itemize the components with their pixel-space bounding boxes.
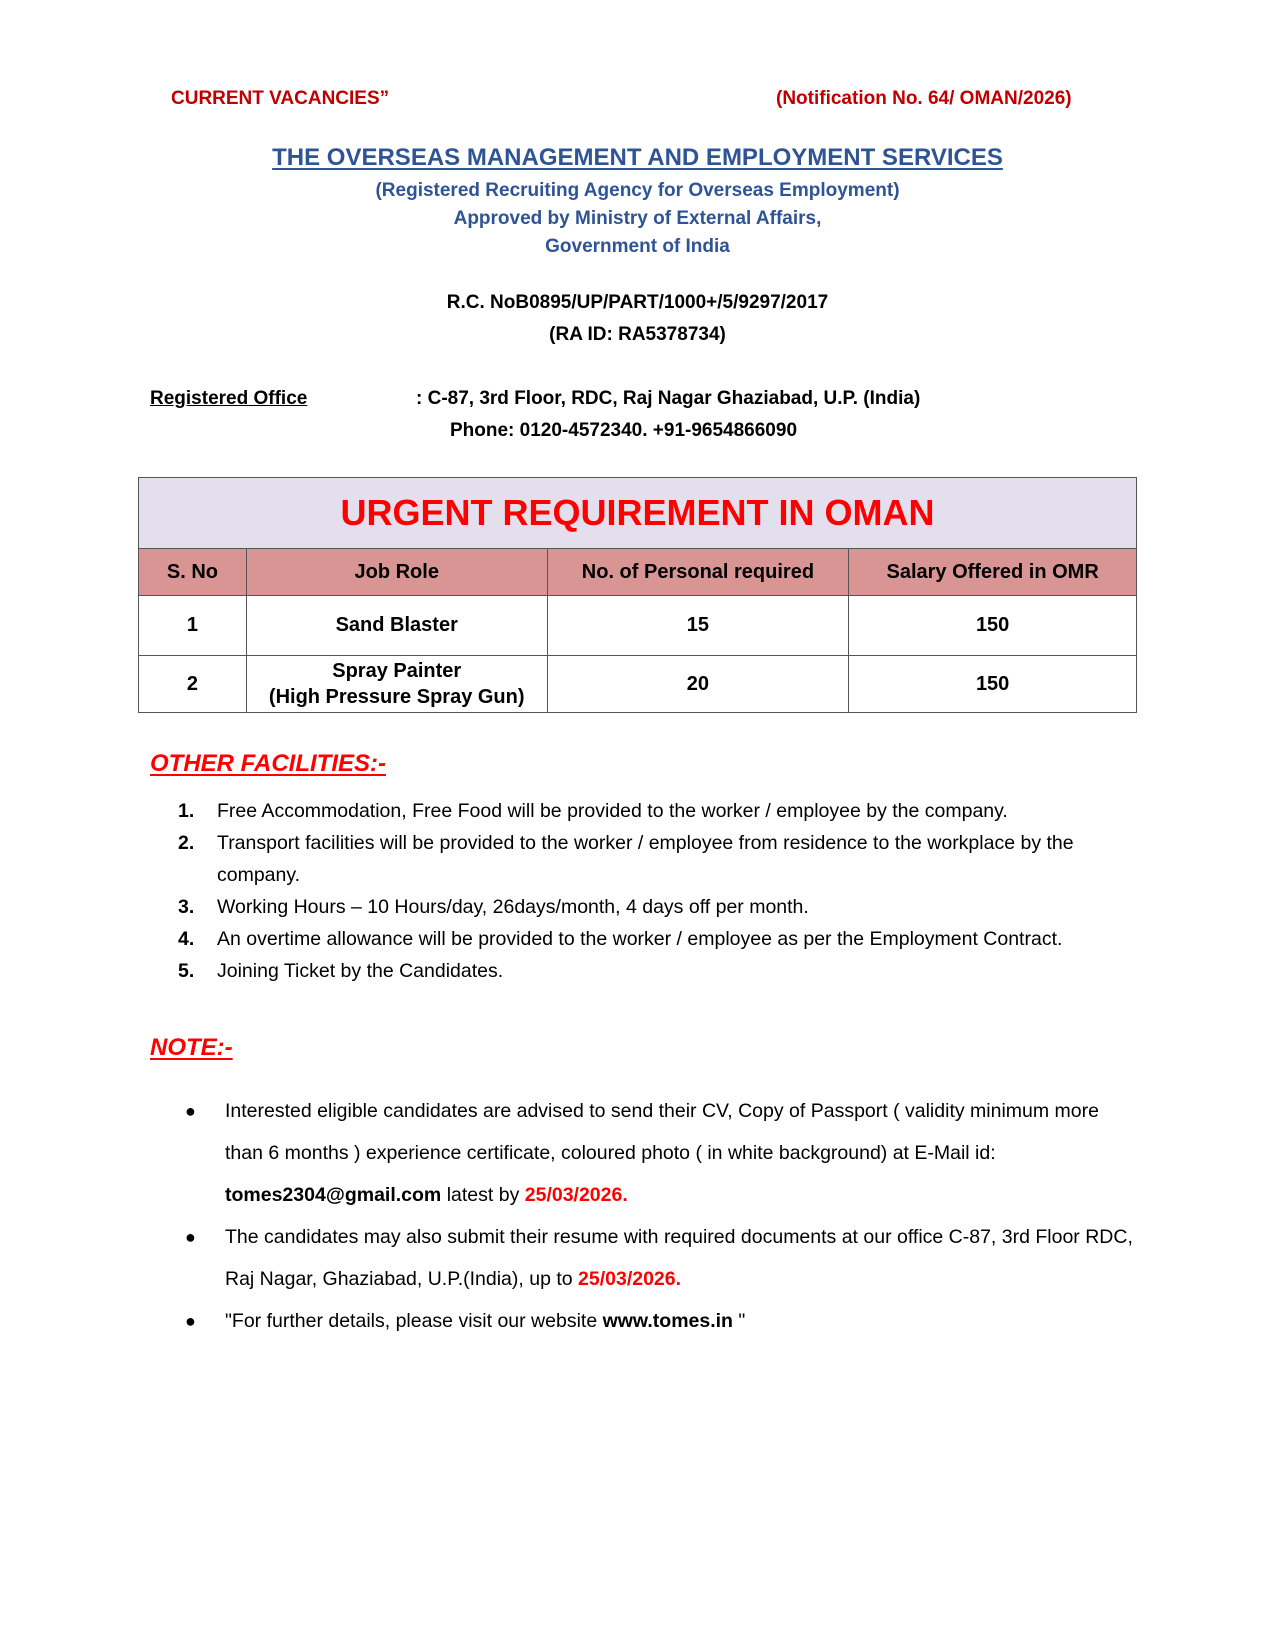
list-item	[185, 1300, 1135, 1342]
organization-name	[0, 144, 1275, 172]
registered-office-label: Registered Office	[150, 388, 308, 409]
column-header-sno: S. No	[139, 549, 247, 596]
column-header-personnel: No. of Personal required	[547, 549, 849, 596]
job-role-title: Spray Painter	[332, 660, 462, 682]
other-facilities-heading: OTHER FACILITIES:-	[150, 750, 386, 777]
column-header-job-role: Job Role	[246, 549, 547, 596]
organization-subtitle: (Registered Recruiting Agency for Overseas Employment)	[375, 180, 900, 201]
note-text: The candidates may also submit their resume with required documents at our office C-87, 3rd Floor RDC, Raj Nagar, Ghaziabad, U.P.(India), up to	[225, 1226, 1133, 1290]
list-number: 1.	[178, 800, 195, 822]
list-item	[175, 827, 1135, 891]
jobs-table	[138, 477, 1137, 713]
list-number: 5.	[178, 960, 195, 982]
cell-sno: 1	[139, 596, 247, 656]
note-list	[185, 1090, 1135, 1342]
note-text: "For further details, please visit our website	[225, 1310, 603, 1332]
cell-personnel-count: 15	[547, 596, 849, 656]
list-item-text: Free Accommodation, Free Food will be provided to the worker / employee by the company.	[217, 800, 1008, 822]
cell-salary: 150	[849, 656, 1137, 713]
facilities-list	[175, 795, 1135, 987]
table-header-row	[139, 549, 1137, 596]
cell-job-role: Sand Blaster	[246, 596, 547, 656]
note-text: latest by	[441, 1184, 525, 1206]
job-role-detail: (High Pressure Spray Gun)	[268, 686, 525, 708]
list-number: 2.	[178, 832, 195, 854]
bullet-icon: ●	[185, 1101, 196, 1121]
approval-line: Approved by Ministry of External Affairs,	[453, 208, 822, 229]
note-text: Interested eligible candidates are advised to send their CV, Copy of Passport ( validity minimum more than 6 months ) experience certificate, coloured photo ( in white background) at E-Mail id:	[225, 1100, 1099, 1164]
list-item	[175, 795, 1135, 827]
deadline-date: 25/03/2026.	[524, 1184, 628, 1206]
current-vacancies-label: CURRENT VACANCIES”	[171, 88, 390, 109]
list-item	[185, 1216, 1135, 1300]
urgent-requirement-banner: URGENT REQUIREMENT IN OMAN	[139, 478, 1137, 549]
registered-office-address: : C-87, 3rd Floor, RDC, Raj Nagar Ghaziabad, U.P. (India)	[416, 388, 921, 409]
list-number: 4.	[178, 928, 195, 950]
list-item-text: Working Hours – 10 Hours/day, 26days/month, 4 days off per month.	[217, 896, 809, 918]
government-line: Government of India	[545, 236, 730, 257]
table-row	[139, 596, 1137, 656]
deadline-date: 25/03/2026.	[578, 1268, 682, 1290]
list-item	[175, 891, 1135, 923]
notification-number: (Notification No. 64/ OMAN/2026)	[776, 88, 1072, 109]
website-link[interactable]: www.tomes.in	[602, 1310, 733, 1332]
list-item-text: Joining Ticket by the Candidates.	[217, 960, 504, 982]
list-item	[175, 955, 1135, 987]
cell-personnel-count: 20	[547, 656, 849, 713]
list-item	[185, 1090, 1135, 1216]
list-item-text: Transport facilities will be provided to the worker / employee from residence to the workplace by the company.	[217, 832, 1074, 886]
list-item	[175, 923, 1135, 955]
phone-numbers: Phone: 0120-4572340. +91-9654866090	[450, 420, 798, 441]
list-item-text: An overtime allowance will be provided to the worker / employee as per the Employment Contract.	[217, 928, 1063, 950]
column-header-salary: Salary Offered in OMR	[849, 549, 1137, 596]
cell-salary: 150	[849, 596, 1137, 656]
bullet-icon: ●	[185, 1311, 196, 1331]
cell-sno: 2	[139, 656, 247, 713]
cell-job-role	[246, 656, 547, 713]
organization-name-text: THE OVERSEAS MANAGEMENT AND EMPLOYMENT SERVICES	[272, 144, 1003, 171]
ra-id: (RA ID: RA5378734)	[549, 324, 726, 345]
email-link[interactable]: tomes2304@gmail.com	[225, 1184, 442, 1206]
note-heading: NOTE:-	[150, 1034, 233, 1061]
rc-number: R.C. NoB0895/UP/PART/1000+/5/9297/2017	[446, 292, 829, 313]
note-text: "	[732, 1310, 746, 1332]
bullet-icon: ●	[185, 1227, 196, 1247]
list-number: 3.	[178, 896, 195, 918]
table-row	[139, 656, 1137, 713]
